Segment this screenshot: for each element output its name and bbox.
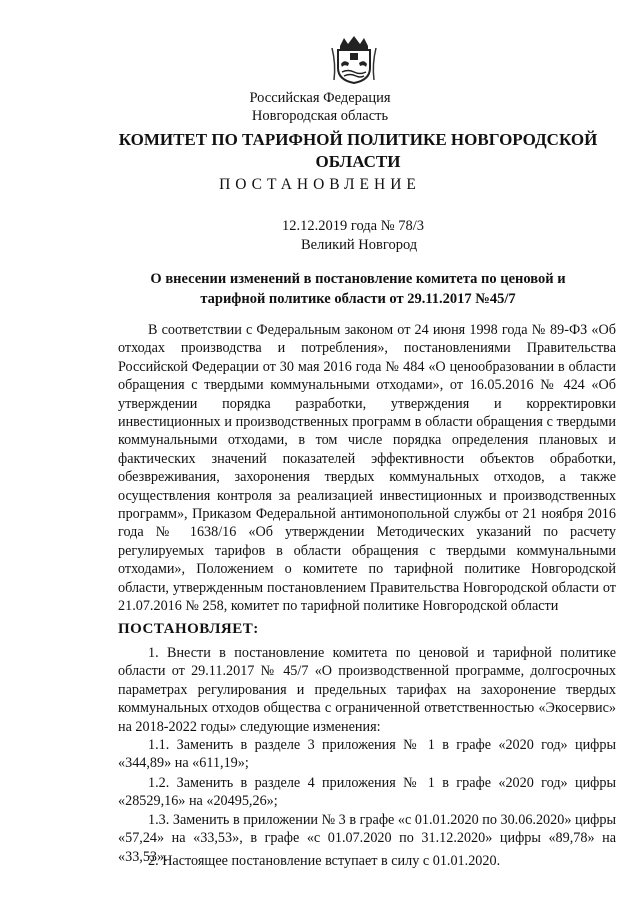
- item-1: 1. Внести в постановление комитета по ценовой и тарифной политике области от 29.11.2017 № 45/7 «О производственной программе, долгосрочных параметрах регулирования и предельных тарифах на захоронение твердых коммунальных отходов общества с ограниченной ответственностью «Экосервис» на 2018-2022 годы» следующие изменения:: [118, 645, 616, 735]
- item-1-3: 1.3. Заменить в приложении № 3 в графе «с 01.01.2020 по 30.06.2020» цифры «57,24» на «33,53», в графе «с 01.07.2020 по 31.12.2020» цифры «89,78» на «33,53».: [118, 812, 616, 865]
- novgorod-coat-of-arms-icon: [330, 34, 378, 84]
- document-title: О внесении изменений в постановление комитета по ценовой и тарифной политике области от 29.11.2017 №45/7: [150, 271, 566, 307]
- region-name: Новгородская область: [251, 108, 389, 124]
- item-1-2: 1.2. Заменить в разделе 4 приложения № 1 в графе «2020 год» цифры «28529,16» на «20495,26»;: [118, 775, 616, 810]
- date-number: 12.12.2019 года № 78/3: [282, 218, 424, 234]
- committee-name: КОМИТЕТ ПО ТАРИФНОЙ ПОЛИТИКЕ НОВГОРОДСКОЙ ОБЛАСТИ: [118, 130, 598, 171]
- city: Великий Новгород: [301, 237, 418, 253]
- preamble-paragraph: В соответствии с Федеральным законом от 24 июня 1998 года № 89-ФЗ «Об отходах производства и потребления», постановлениями Правительства Российской Федерации от 30 мая 2016 года № 484 «О ценообразовании в области обращения с твердыми коммунальными отходами», от 16.05.2016 № 424 «Об утверждении порядка разработки, утверждения и корректировки инвестиционных и производственных программ в области обращения с твердыми коммунальными отходами, в том числе порядка определения плановых и фактических значений показателей эффективности объектов обработки, обезвреживания, захоронения твердых коммунальных отходов, а также осуществления контроля за реализацией инвестиционных и производственных программ», Приказом Федеральной антимонопольной службы от 21 ноября 2016 года № 1638/16 «Об утверждении Методических указаний по расчету регулируемых тарифов в области обращения с твердыми коммунальными отходами», Положением о комитете по тарифной политике Новгородской области, утвержденным постановлением Правительства Новгородской области от 21.07.2016 № 258, комитет по тарифной политике Новгородской области: [118, 322, 616, 615]
- item-1-1: 1.1. Заменить в разделе 3 приложения № 1 в графе «2020 год» цифры «344,89» на «611,19»;: [118, 737, 616, 772]
- document-type: ПОСТАНОВЛЕНИЕ: [219, 176, 421, 193]
- country-name: Российская Федерация: [249, 90, 391, 106]
- resolves-heading: ПОСТАНОВЛЯЕТ:: [118, 621, 259, 637]
- item-2: 2. Настоящее постановление вступает в силу с 01.01.2020.: [148, 853, 501, 869]
